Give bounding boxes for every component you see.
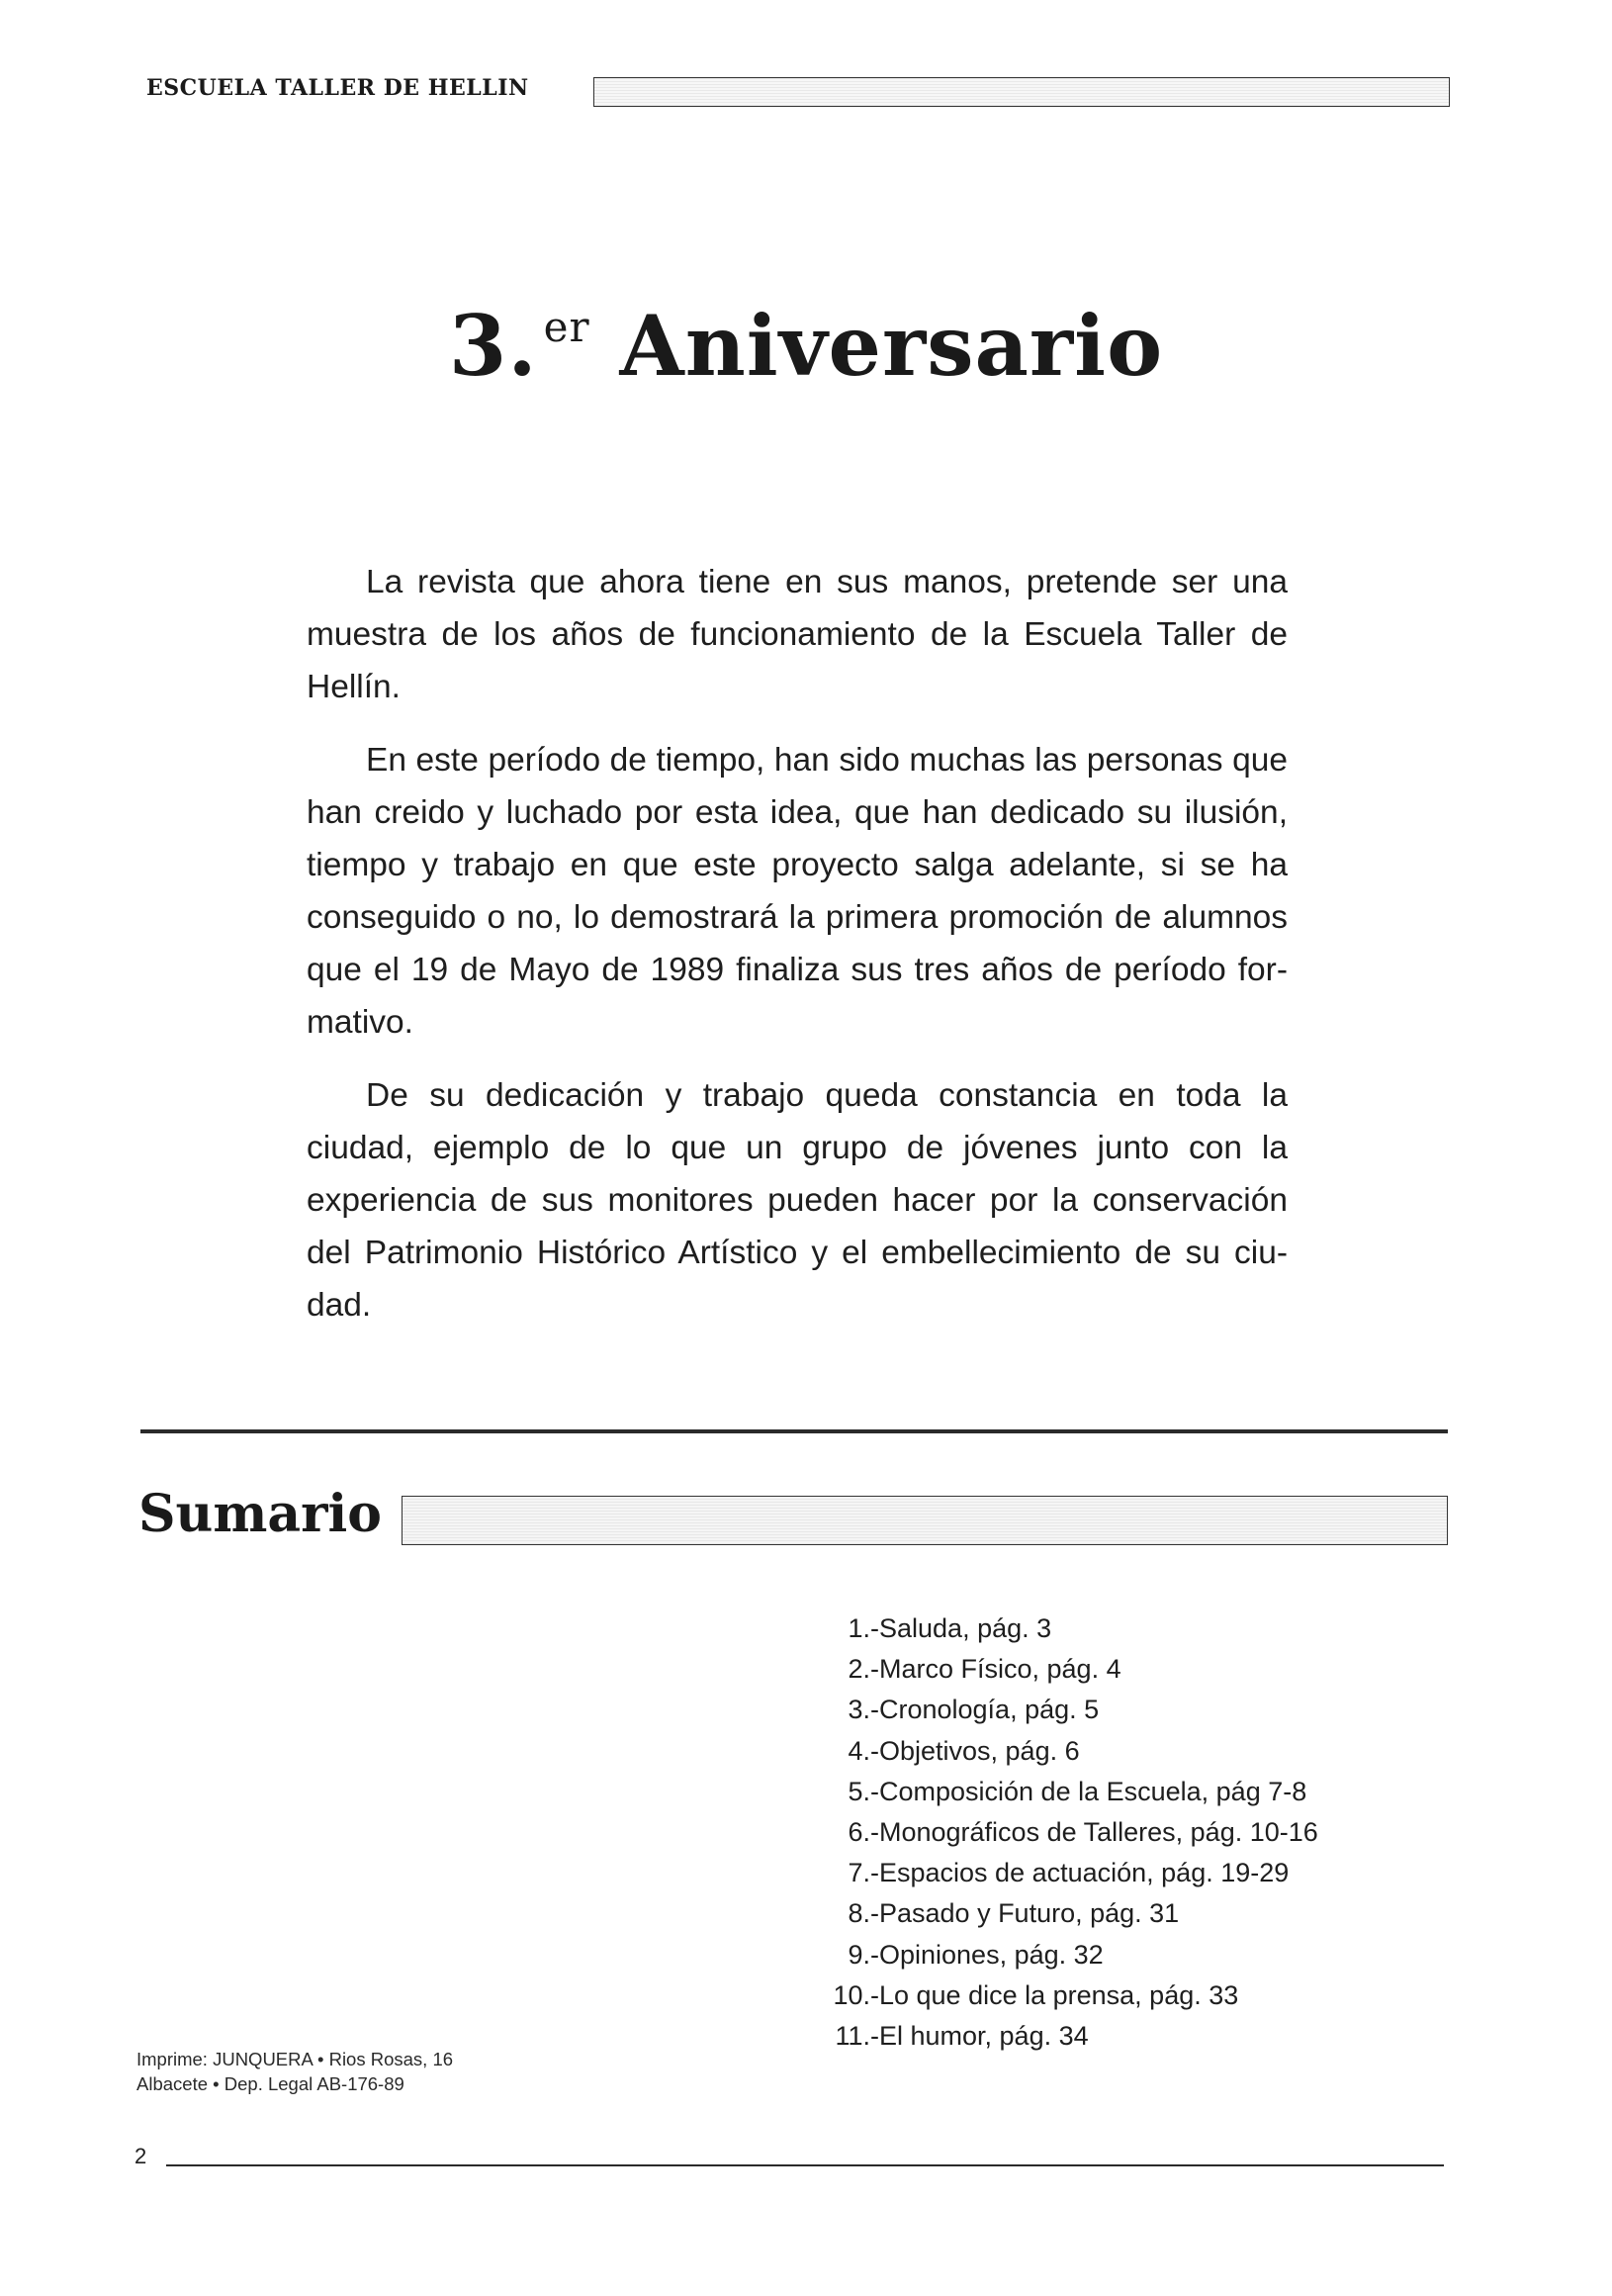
- toc-item-number: 10.: [833, 1979, 870, 2010]
- toc-item-number: 3.: [848, 1695, 870, 1725]
- toc-item-text: -Espacios de actuación, pág. 19-29: [870, 1858, 1290, 1888]
- imprint-line: Imprime: JUNQUERA • Rios Rosas, 16: [136, 2049, 454, 2069]
- toc-item: [821, 1731, 1414, 1772]
- intro-paragraph: De su dedicación y trabajo queda constancia en toda la ciudad, ejemplo de lo que un grupo de jóvenes junto con la experiencia de sus monitores pueden hacer por la conservación del Patrimonio Histórico Artístico y el embellecimiento de su ciudad.: [307, 1077, 1288, 1324]
- imprint-credits: [136, 2047, 453, 2096]
- toc-item: [821, 1853, 1414, 1893]
- page-title: [0, 297, 1612, 395]
- toc-item-number: 7.: [848, 1858, 870, 1888]
- toc-item-text: -Cronología, pág. 5: [870, 1695, 1100, 1725]
- toc-item: [821, 1935, 1414, 1975]
- intro-paragraph: En este período de tiempo, han sido muchas las personas que han creido y luchado por esta idea, que han dedicado su ilusión, tiempo y trabajo en que este proyecto salga adelante, si se ha conseguido o no, lo demostrará la primera promoción de alumnos que el 19 de Mayo de 1989 finaliza sus tres años de período formativo.: [307, 742, 1288, 1041]
- section-divider: [140, 1429, 1448, 1433]
- toc-item-text: -Opiniones, pág. 32: [870, 1939, 1104, 1970]
- toc-item-number: 11.: [835, 2021, 870, 2052]
- toc-item-text: -Marco Físico, pág. 4: [870, 1654, 1121, 1685]
- toc-item-text: -Objetivos, pág. 6: [870, 1735, 1080, 1766]
- toc-item-text: -El humor, pág. 34: [870, 2021, 1089, 2052]
- toc-item-text: -Pasado y Futuro, pág. 31: [870, 1898, 1180, 1929]
- toc-item-number: 5.: [848, 1776, 870, 1806]
- toc-item-number: 6.: [848, 1817, 870, 1848]
- toc-item-text: -Saluda, pág. 3: [870, 1613, 1052, 1643]
- toc-item-number: 8.: [848, 1898, 870, 1929]
- toc-item-number: 4.: [848, 1735, 870, 1766]
- toc-item-text: -Lo que dice la prensa, pág. 33: [870, 1979, 1239, 2010]
- toc-item-text: -Composición de la Escuela, pág 7-8: [870, 1776, 1307, 1806]
- toc-item: [821, 2016, 1414, 2057]
- toc-item: [821, 1893, 1414, 1934]
- intro-paragraph: La revista que ahora tiene en sus manos, pretende ser una muestra de los años de funcionamiento de la Escuela Taller de Hellín.: [307, 564, 1288, 705]
- title-word: Aniversario: [619, 297, 1164, 395]
- intro-text: [307, 556, 1288, 1352]
- toc-item-number: 9.: [848, 1939, 870, 1970]
- header-label: ESCUELA TALLER DE HELLIN: [146, 75, 529, 101]
- toc-item: [821, 1812, 1414, 1853]
- sumario-decorative-bar: [402, 1496, 1448, 1545]
- header-decorative-bar: [593, 77, 1450, 107]
- table-of-contents: [821, 1608, 1414, 2057]
- toc-item-text: -Monográficos de Talleres, pág. 10-16: [870, 1817, 1318, 1848]
- toc-item-number: 2.: [848, 1654, 870, 1685]
- toc-item: [821, 1690, 1414, 1730]
- footer-rule: [166, 2164, 1444, 2166]
- title-number: 3.: [448, 297, 538, 395]
- imprint-line: Albacete • Dep. Legal AB-176-89: [136, 2073, 404, 2094]
- sumario-heading: Sumario: [138, 1484, 382, 1544]
- title-superscript: er: [543, 303, 590, 351]
- toc-item-number: 1.: [848, 1613, 870, 1643]
- toc-item: [821, 1975, 1414, 2016]
- toc-item: [821, 1649, 1414, 1690]
- page-number: 2: [134, 2144, 147, 2168]
- toc-item: [821, 1608, 1414, 1649]
- toc-item: [821, 1772, 1414, 1812]
